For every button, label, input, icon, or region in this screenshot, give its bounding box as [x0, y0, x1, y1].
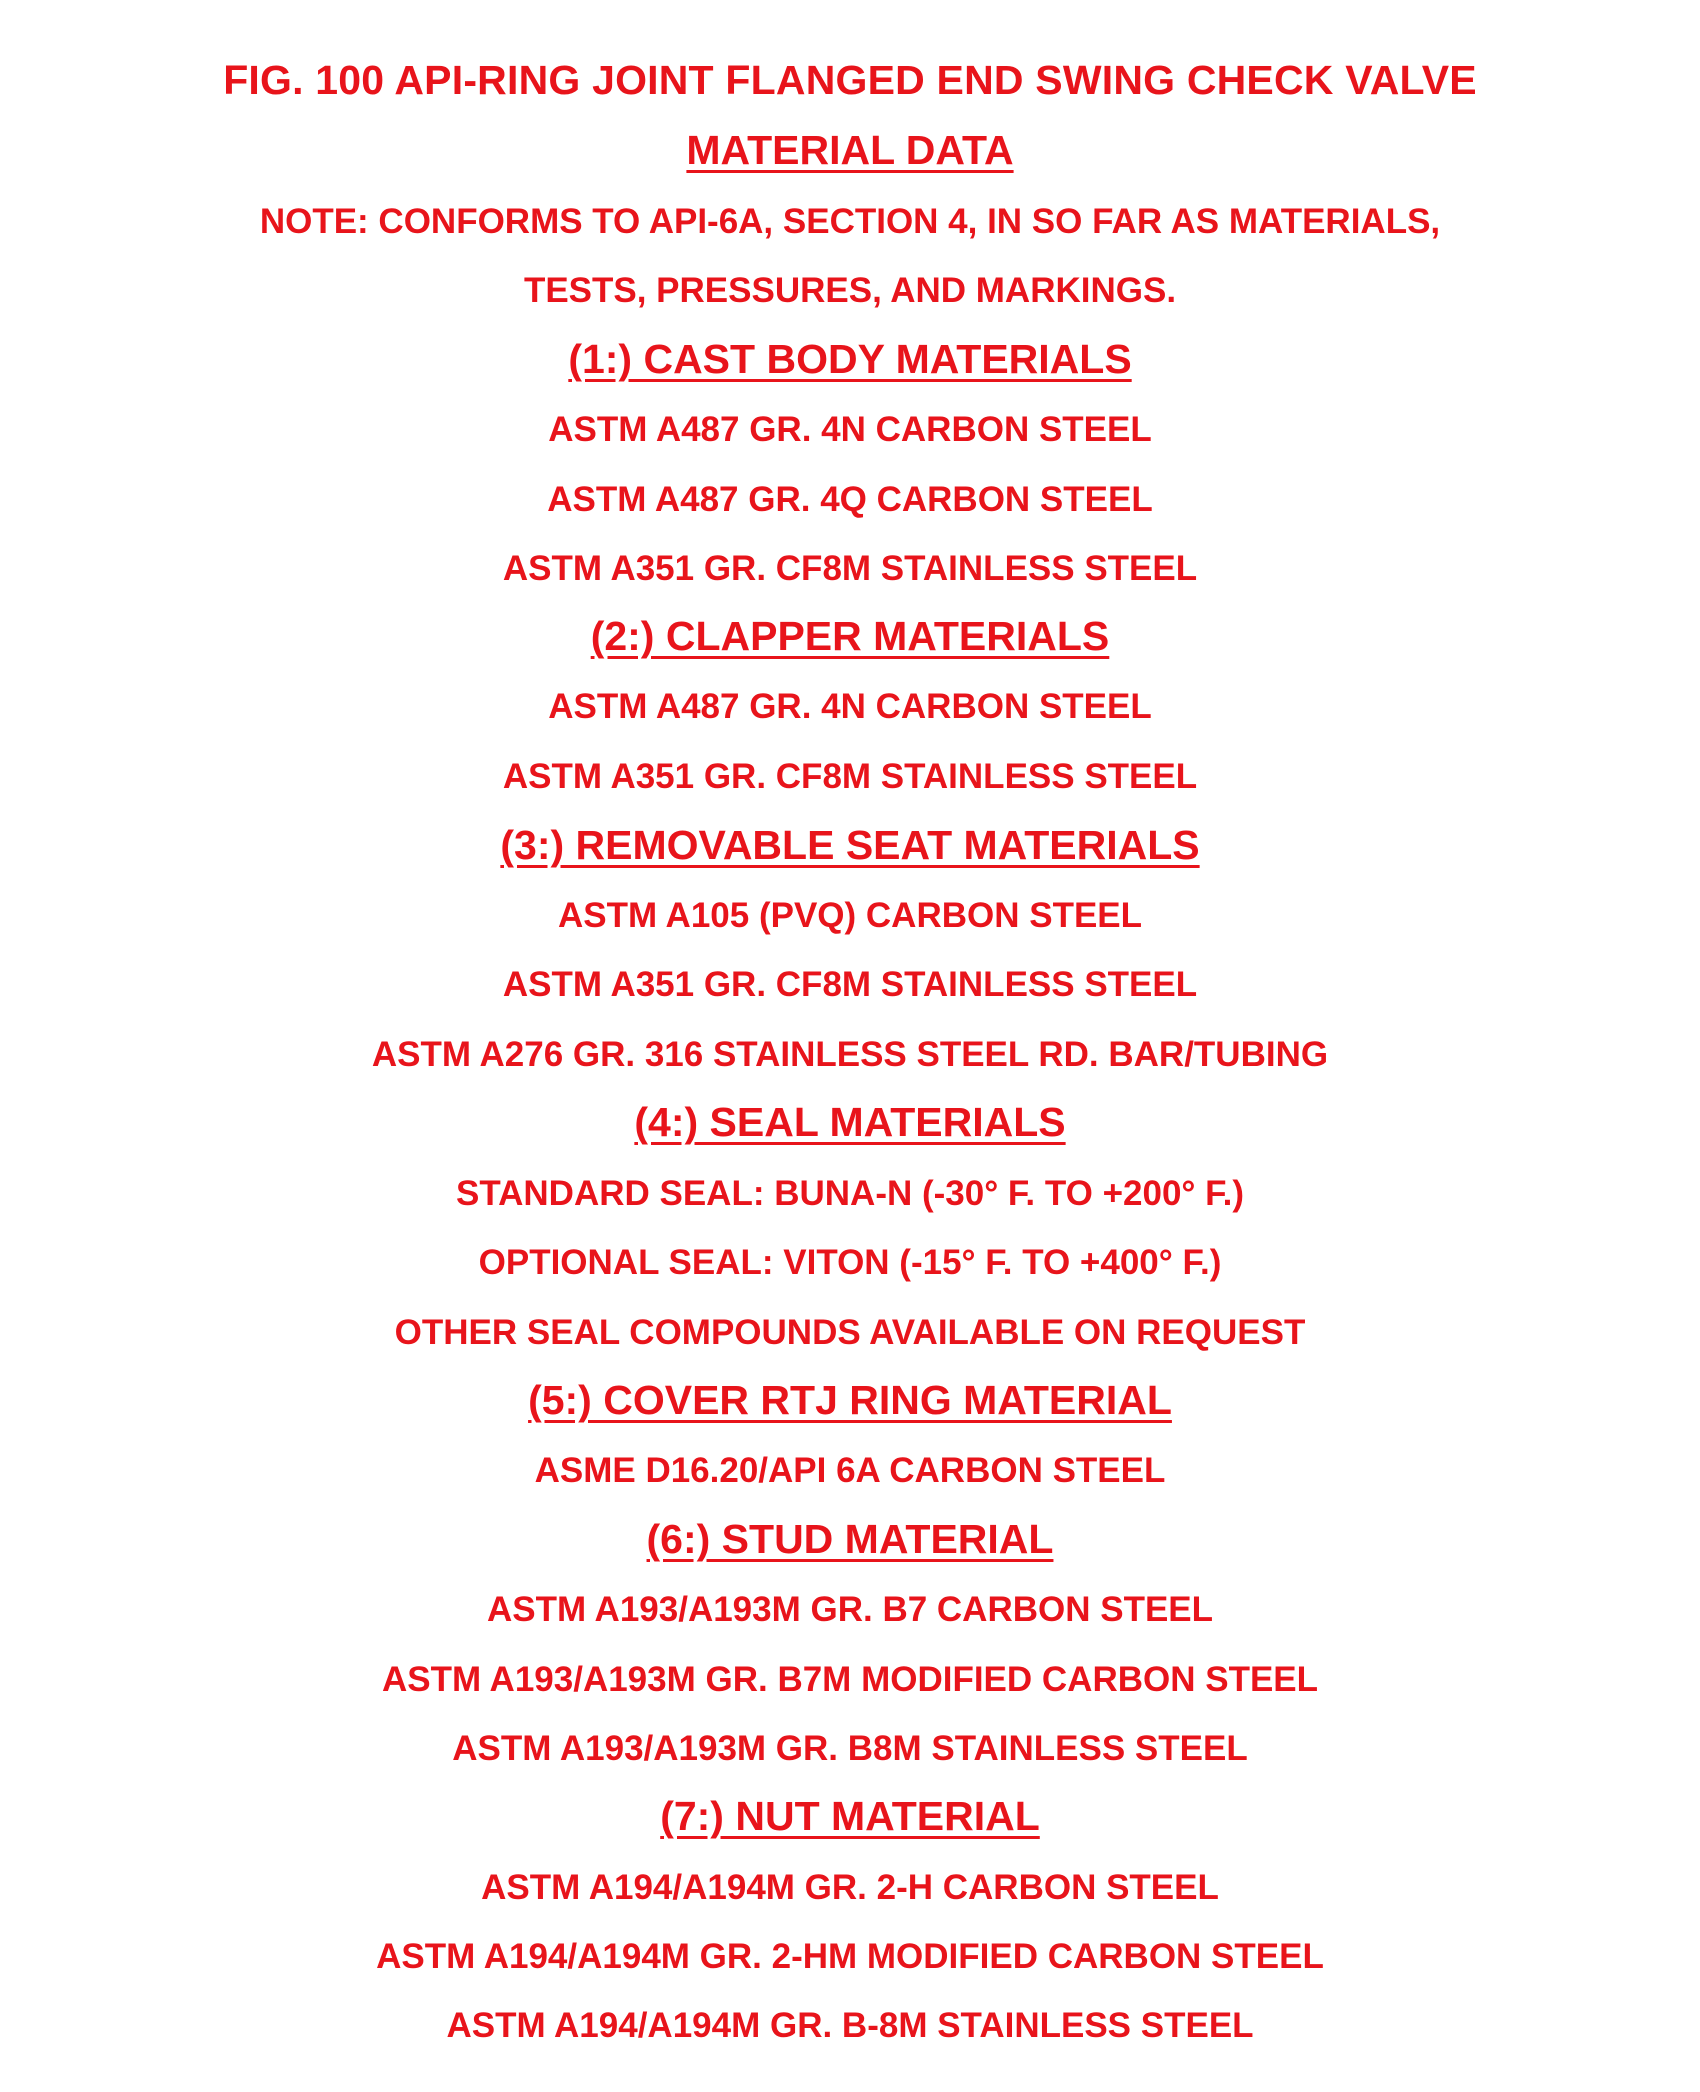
material-item: ASTM A487 GR. 4N CARBON STEEL [548, 410, 1152, 449]
section-heading-seal: (4:) SEAL MATERIALS [634, 1099, 1066, 1145]
section-heading-nut: (7:) NUT MATERIAL [660, 1793, 1040, 1839]
note-line-2: TESTS, PRESSURES, AND MARKINGS. [523, 271, 1177, 310]
material-item: ASTM A105 (PVQ) CARBON STEEL [557, 896, 1143, 935]
material-item: ASTM A351 GR. CF8M STAINLESS STEEL [502, 965, 1198, 1004]
section-heading-cover-rtj-ring: (5:) COVER RTJ RING MATERIAL [528, 1377, 1172, 1423]
section-heading-removable-seat: (3:) REMOVABLE SEAT MATERIALS [500, 822, 1200, 868]
material-item: ASTM A487 GR. 4Q CARBON STEEL [547, 480, 1153, 519]
material-item: ASTM A193/A193M GR. B7 CARBON STEEL [486, 1590, 1214, 1629]
material-item: ASTM A194/A194M GR. 2-H CARBON STEEL [481, 1868, 1219, 1907]
material-item: OTHER SEAL COMPOUNDS AVAILABLE ON REQUEST [394, 1313, 1306, 1352]
section-heading-stud: (6:) STUD MATERIAL [646, 1516, 1054, 1562]
material-item: ASTM A276 GR. 316 STAINLESS STEEL RD. BAR/TUBING [371, 1035, 1329, 1074]
material-item: ASTM A487 GR. 4N CARBON STEEL [548, 687, 1152, 726]
document-subtitle: MATERIAL DATA [686, 127, 1014, 173]
material-item: ASTM A194/A194M GR. B-8M STAINLESS STEEL [446, 2006, 1254, 2045]
material-item: ASTM A351 GR. CF8M STAINLESS STEEL [502, 549, 1198, 588]
material-item: ASTM A193/A193M GR. B7M MODIFIED CARBON STEEL [381, 1660, 1319, 1699]
note-line-1: NOTE: CONFORMS TO API-6A, SECTION 4, IN SO FAR AS MATERIALS, [259, 202, 1441, 241]
document-title: FIG. 100 API-RING JOINT FLANGED END SWING CHECK VALVE [223, 57, 1477, 103]
material-item: ASTM A194/A194M GR. 2-HM MODIFIED CARBON STEEL [376, 1937, 1324, 1976]
material-item: ASTM A351 GR. CF8M STAINLESS STEEL [502, 757, 1198, 796]
material-item: OPTIONAL SEAL: VITON (-15° F. TO +400° F.) [478, 1243, 1222, 1282]
section-heading-cast-body: (1:) CAST BODY MATERIALS [568, 336, 1132, 382]
section-heading-clapper: (2:) CLAPPER MATERIALS [590, 613, 1110, 659]
material-item: STANDARD SEAL: BUNA-N (-30° F. TO +200° F.) [455, 1174, 1245, 1213]
material-item: ASME D16.20/API 6A CARBON STEEL [534, 1451, 1166, 1490]
material-item: ASTM A193/A193M GR. B8M STAINLESS STEEL [452, 1729, 1248, 1768]
